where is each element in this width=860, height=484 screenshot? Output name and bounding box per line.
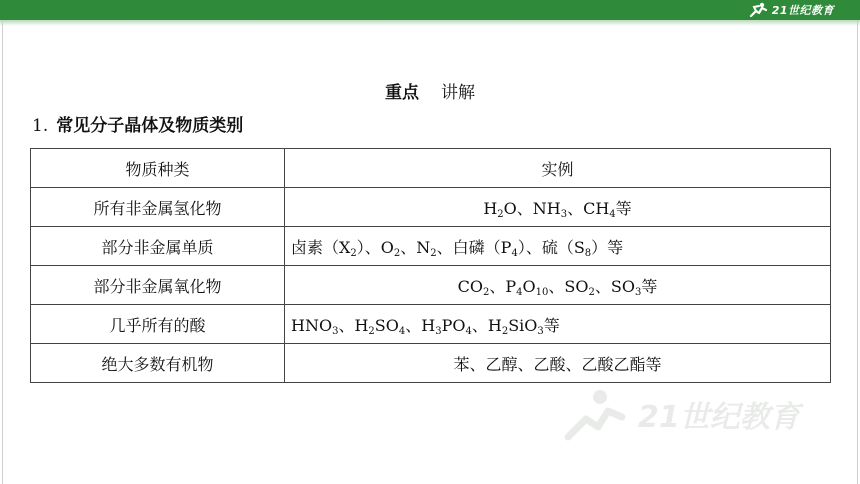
brand-logo [747,1,834,19]
section-heading [0,78,860,103]
brand-logo-text: 21世纪教育 [771,4,834,17]
top-banner [0,0,860,20]
watermark-text: 21世纪教育 [638,400,800,435]
row-example: $H_2O$、$NH_3$、$CH_4$等 [285,188,831,227]
table-header-row [31,149,831,188]
classification-table [30,148,831,383]
table-row [31,227,831,266]
runner-logo-icon [747,2,769,18]
row-example: 卤素$(X_2)$、$O_2$、$N_2$、白磷$(P_4)$、硫$(S_8)$等 [285,227,831,266]
subtitle [32,111,243,136]
subtitle-number: 1. [32,116,49,136]
header-example: 实例 [285,149,831,188]
row-category: 几乎所有的酸 [31,305,285,344]
table-row [31,344,831,383]
watermark-logo [560,385,830,445]
table-row [31,266,831,305]
row-example: 苯、乙醇、乙酸、乙酸乙酯等 [285,344,831,383]
heading-part2: 讲解 [441,83,475,103]
row-example: $HNO_3$、$H_2SO_4$、$H_3PO_4$、$H_2SiO_3$等 [285,305,831,344]
header-category: 物质种类 [31,149,285,188]
table-row [31,305,831,344]
row-category: 部分非金属单质 [31,227,285,266]
row-category: 部分非金属氧化物 [31,266,285,305]
table-row [31,188,831,227]
row-category: 绝大多数有机物 [31,344,285,383]
row-category: 所有非金属氢化物 [31,188,285,227]
subtitle-text: 常见分子晶体及物质类别 [56,116,244,136]
heading-part1: 重点 [385,83,419,103]
row-example: $CO_2$、$P_4O_{10}$、$SO_2$、$SO_3$等 [285,266,831,305]
